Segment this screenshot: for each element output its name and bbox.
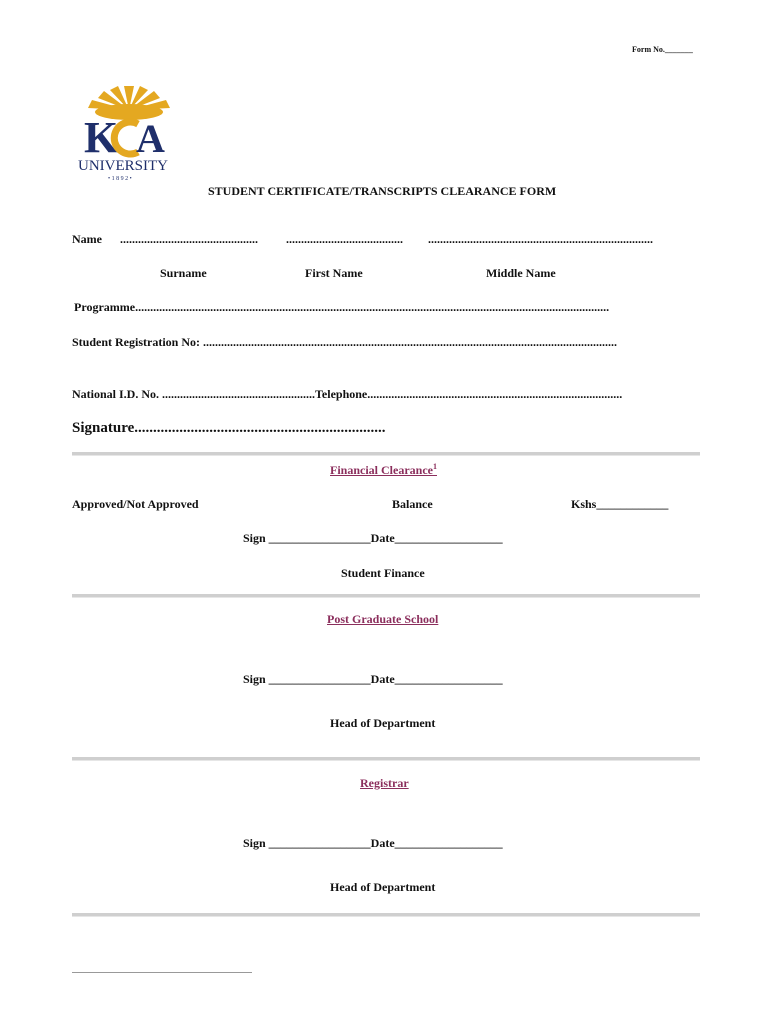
kshs-amount-field[interactable]: Kshs____________ bbox=[571, 497, 669, 511]
svg-text:• 1 8 9 2 •: • 1 8 9 2 • bbox=[108, 176, 132, 182]
footnote-separator bbox=[72, 972, 252, 973]
registrar-sign-date-field[interactable]: Sign _________________Date__________________ bbox=[243, 836, 503, 850]
name-label: Name bbox=[72, 232, 102, 246]
signature-field[interactable]: Signature................................................................... bbox=[72, 420, 386, 436]
middle-name-field[interactable]: ........................................................................... bbox=[428, 232, 653, 246]
programme-field[interactable]: Programme.............................................................................................................................................................. bbox=[74, 300, 610, 314]
financial-clearance-title bbox=[330, 462, 437, 478]
balance-label: Balance bbox=[392, 497, 433, 511]
form-number: Form No._______ bbox=[632, 45, 693, 54]
first-name-field[interactable]: ....................................... bbox=[286, 232, 403, 246]
post-graduate-school-title: Post Graduate School bbox=[327, 612, 439, 626]
svg-text:A: A bbox=[136, 116, 165, 161]
postgrad-head-label: Head of Department bbox=[330, 716, 436, 730]
registration-field[interactable]: Student Registration No: .......................................................................................................................................... bbox=[72, 335, 617, 349]
middle-name-label: Middle Name bbox=[486, 266, 556, 280]
postgrad-sign-date-field[interactable]: Sign _________________Date__________________ bbox=[243, 672, 503, 686]
first-name-label: First Name bbox=[305, 266, 363, 280]
university-logo-icon bbox=[74, 82, 184, 182]
form-title: STUDENT CERTIFICATE/TRANSCRIPTS CLEARANCE FORM bbox=[208, 184, 557, 198]
footnote-mark: 1 bbox=[432, 462, 437, 471]
svg-text:K: K bbox=[84, 113, 119, 162]
section-divider bbox=[72, 757, 700, 761]
finance-sign-date-field[interactable]: Sign _________________Date__________________ bbox=[243, 531, 503, 545]
financial-clearance-label: Financial Clearance bbox=[330, 463, 433, 477]
registrar-head-label: Head of Department bbox=[330, 880, 436, 894]
kca-logo bbox=[74, 82, 184, 182]
svg-text:UNIVERSITY: UNIVERSITY bbox=[78, 158, 168, 174]
surname-field[interactable]: .............................................. bbox=[120, 232, 258, 246]
national-id-telephone-field[interactable]: National I.D. No. ...................................................Telephone..................................................................................... bbox=[72, 387, 623, 401]
student-finance-label: Student Finance bbox=[341, 566, 425, 580]
section-divider bbox=[72, 594, 700, 598]
registrar-title: Registrar bbox=[360, 776, 409, 790]
surname-label: Surname bbox=[160, 266, 207, 280]
section-divider bbox=[72, 913, 700, 917]
section-divider bbox=[72, 452, 700, 456]
approved-status-field[interactable]: Approved/Not Approved bbox=[72, 497, 199, 511]
